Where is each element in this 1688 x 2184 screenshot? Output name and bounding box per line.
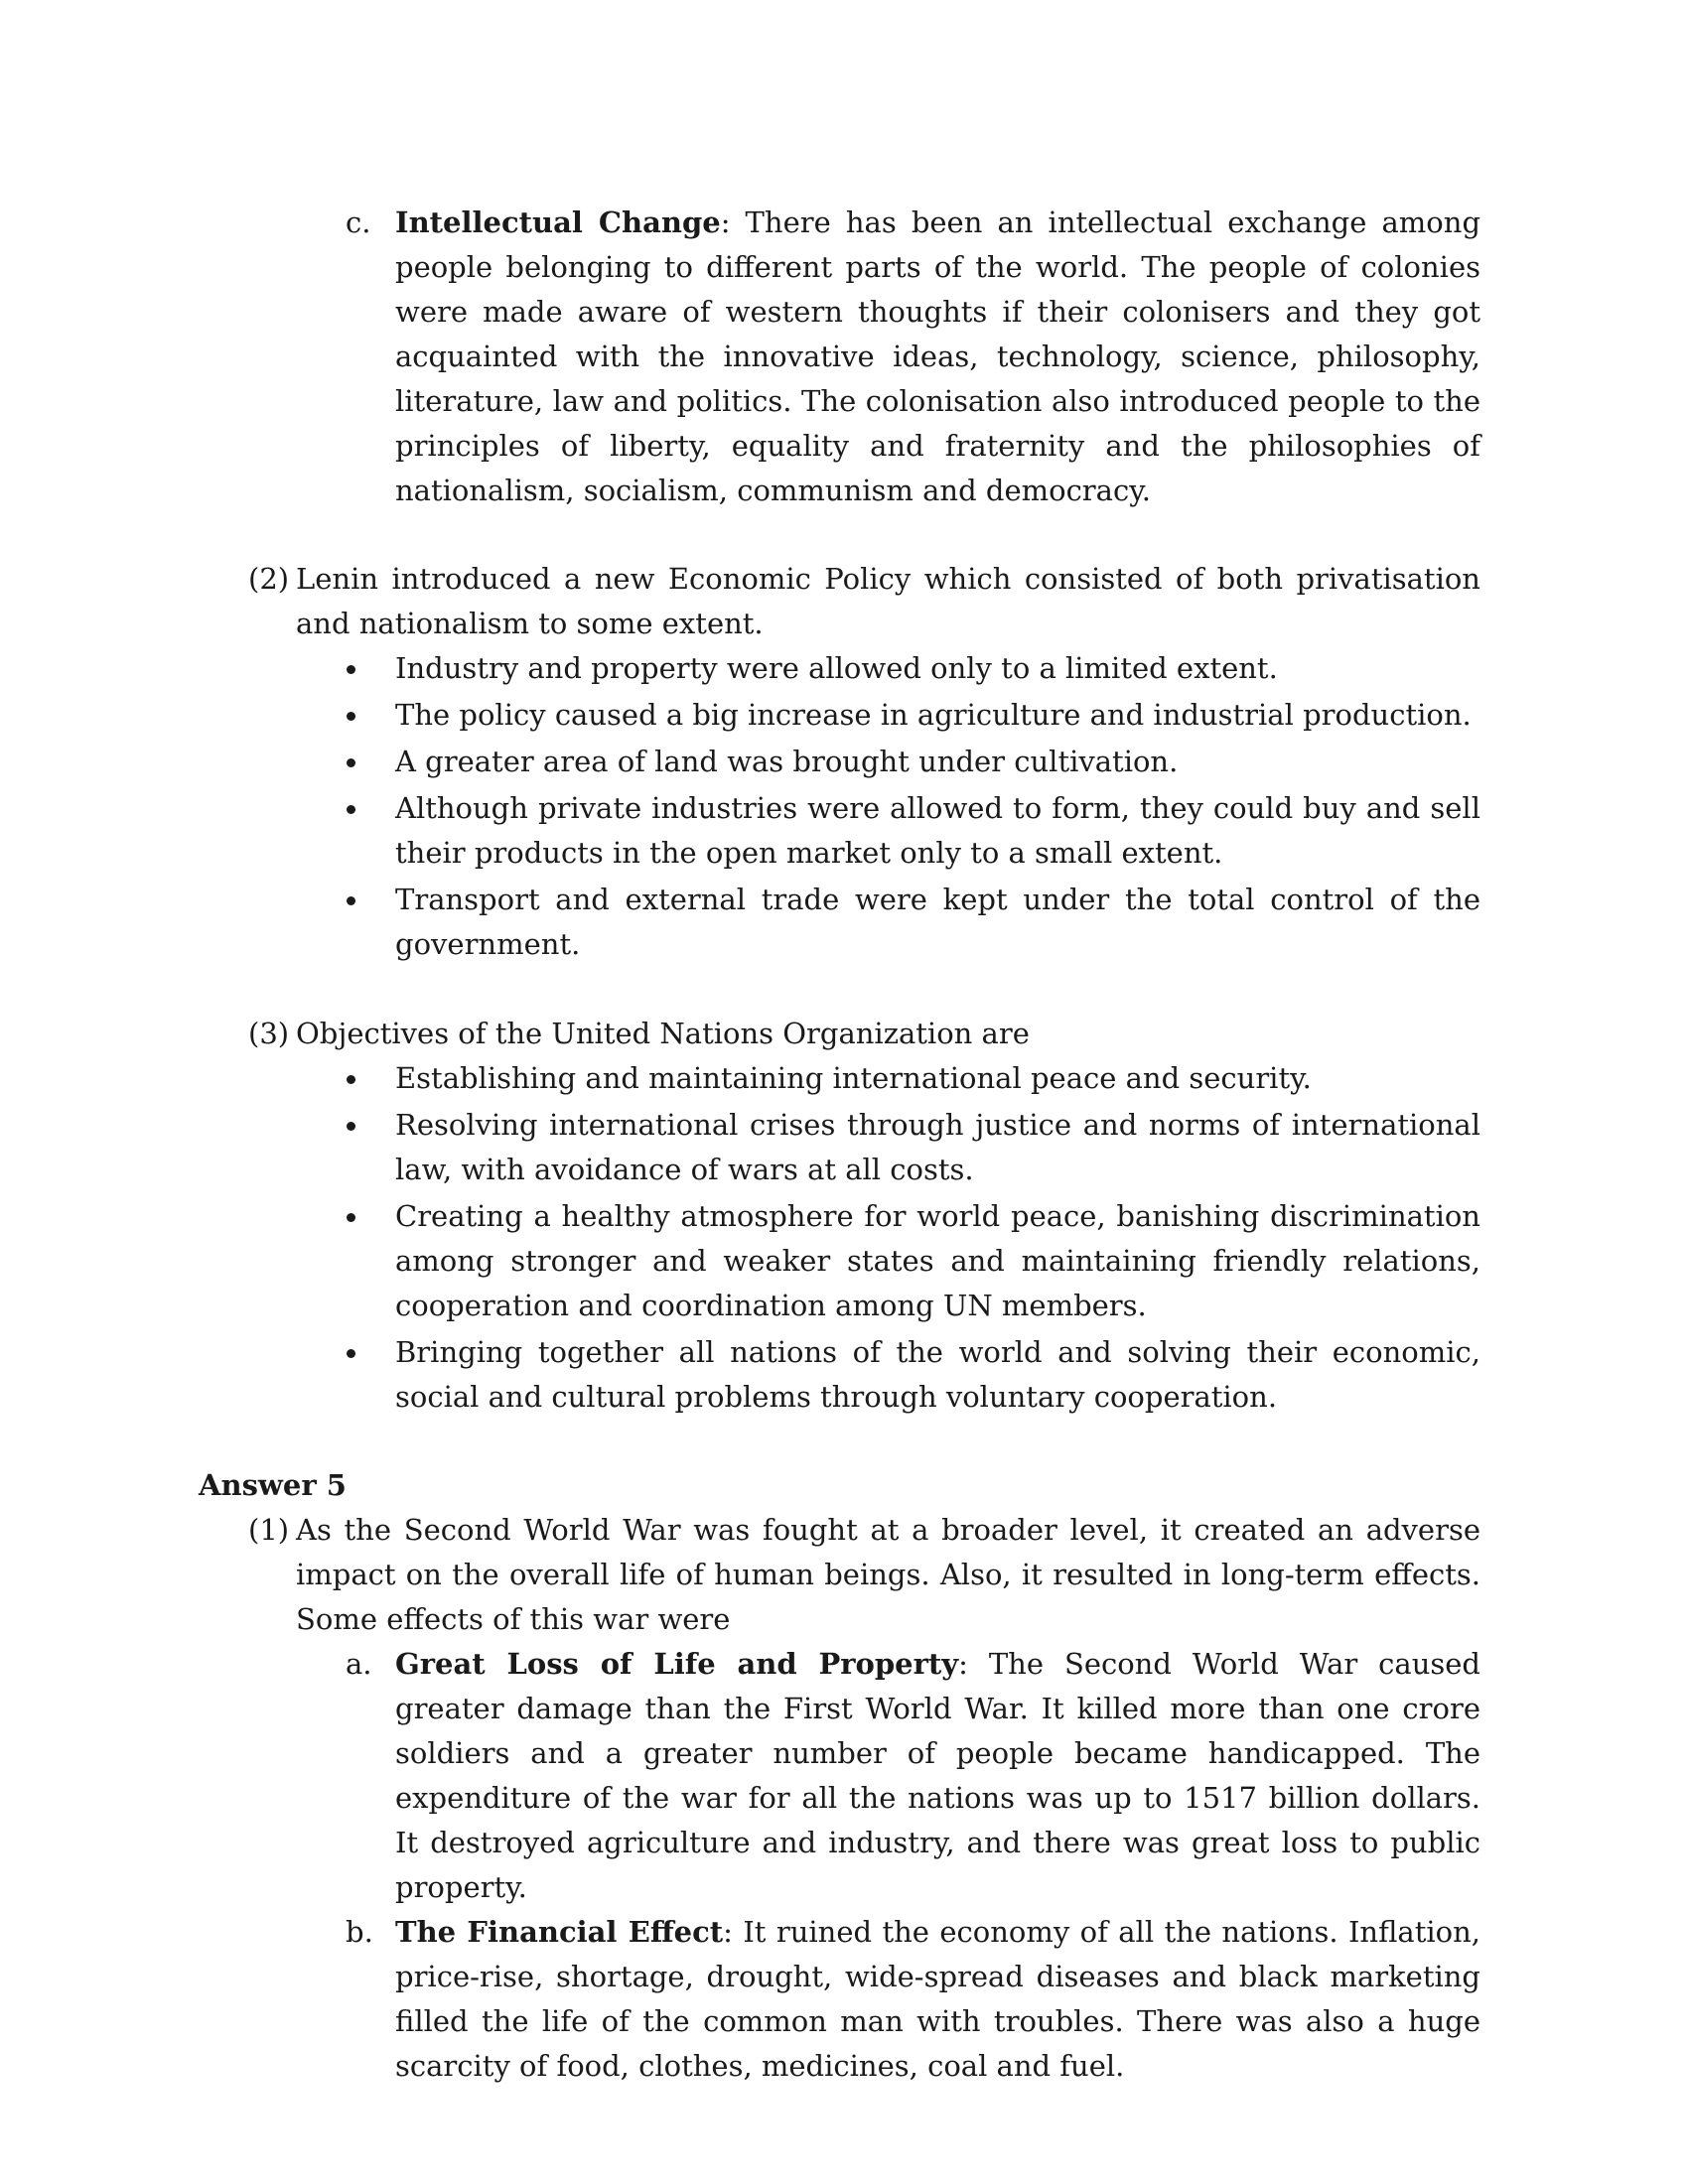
answer-5-question-1 — [248, 1508, 1480, 1642]
bullet-icon — [347, 758, 355, 767]
bullet-icon — [347, 665, 355, 674]
answer-heading: Answer 5 — [199, 1468, 347, 1502]
item-b-title: The Financial Effect — [395, 1915, 724, 1949]
bullet-icon — [347, 712, 355, 721]
question-3-bullets — [0, 1056, 1688, 1420]
item-a-title: Great Loss of Life and Property — [395, 1647, 959, 1681]
item-c-text: : There has been an intellectual exchange among people belonging to different parts of the world. The people of colonies were made aware of western thoughts if their colonisers and they got acquainted with the innovative ideas, technology, science, philosophy, literature, law and politics. The colonisation also introduced people to the principles of liberty, equality and fraternity and the philosophies of nationalism, socialism, communism and democracy. — [395, 205, 1481, 507]
question-2-intro — [248, 557, 1480, 646]
question-3-text: Objectives of the United Nations Organization are — [296, 1017, 1030, 1050]
question-2 — [0, 557, 1688, 969]
bullet-icon — [347, 1349, 355, 1358]
question-3 — [0, 1012, 1688, 1422]
list-item — [395, 786, 1480, 876]
item-a-marker: a. — [346, 1647, 372, 1681]
answer-5-q1-marker: (1) — [248, 1513, 290, 1547]
bullet-icon — [347, 1075, 355, 1084]
bullet-icon — [347, 1213, 355, 1222]
question-2-bullets — [0, 646, 1688, 967]
question-2-text: Lenin introduced a new Economic Policy which consisted of both privatisation and nationalism to some extent. — [296, 562, 1480, 640]
bullet-icon — [347, 1122, 355, 1131]
list-item-text: Resolving international crises through justice and norms of international law, with avoidance of wars at all costs. — [395, 1108, 1480, 1186]
bullet-icon — [347, 896, 355, 905]
item-c-title: Intellectual Change — [395, 205, 721, 239]
list-item — [395, 878, 1480, 967]
list-item — [395, 1330, 1480, 1420]
question-2-marker: (2) — [248, 562, 290, 596]
list-item — [395, 1103, 1480, 1192]
list-item-text: Establishing and maintaining international peace and security. — [395, 1061, 1312, 1095]
item-b-text: : It ruined the economy of all the nations. Inflation, price-rise, shortage, drought, wide-spread diseases and black marketing filled the life of the common man with troubles. There was also a huge scarcity of food, clothes, medicines, coal and fuel. — [395, 1915, 1481, 2083]
item-a — [346, 1642, 1480, 1910]
item-b-marker: b. — [346, 1915, 373, 1949]
question-3-marker: (3) — [248, 1017, 290, 1050]
answer-5 — [0, 1463, 1688, 2089]
item-b — [346, 1910, 1481, 2089]
list-item-text: A greater area of land was brought under cultivation. — [395, 745, 1179, 778]
list-item — [395, 646, 1480, 691]
question-3-intro — [248, 1012, 1480, 1056]
item-a-text: : The Second World War caused greater damage than the First World War. It killed more than one crore soldiers and a greater number of people became handicapped. The expenditure of the war for all the nations was up to 1517 billion dollars. It destroyed agriculture and industry, and there was great loss to public property. — [395, 1647, 1480, 1904]
list-item-text: Industry and property were allowed only to a limited extent. — [395, 651, 1278, 685]
list-item — [395, 693, 1480, 738]
item-c — [346, 201, 1481, 513]
list-item-text: Transport and external trade were kept under the total control of the government. — [395, 883, 1480, 961]
list-item-text: Creating a healthy atmosphere for world peace, banishing discrimination among stronger and weaker states and maintaining friendly relations, cooperation and coordination among UN members. — [395, 1199, 1480, 1322]
item-c-marker: c. — [346, 205, 371, 239]
bullet-icon — [347, 805, 355, 814]
list-item-text: The policy caused a big increase in agriculture and industrial production. — [395, 698, 1472, 732]
list-item-text: Bringing together all nations of the world and solving their economic, social and cultural problems through voluntary cooperation. — [395, 1335, 1480, 1414]
list-item-text: Although private industries were allowed to form, they could buy and sell their products in the open market only to a small extent. — [395, 791, 1480, 870]
list-item — [395, 1194, 1480, 1328]
list-item — [395, 740, 1480, 784]
list-item — [395, 1056, 1480, 1101]
answer-5-q1-text: As the Second World War was fought at a broader level, it created an adverse impact on the overall life of human beings. Also, it resulted in long-term effects. Some effects of this war were — [296, 1513, 1480, 1636]
